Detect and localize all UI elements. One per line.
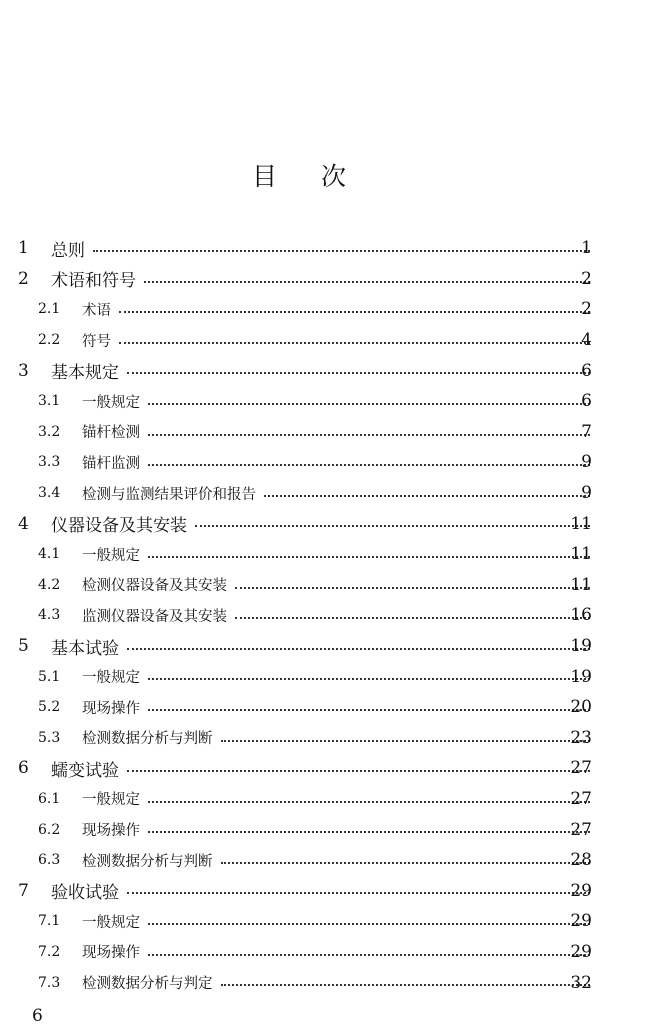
toc-leader-dots	[127, 892, 590, 894]
toc-entry-label: 一般规定	[82, 670, 140, 687]
toc-entry-number: 3.4	[38, 485, 61, 502]
toc-entry-number: 7.1	[38, 913, 61, 930]
toc-entry-page: 1	[581, 238, 592, 259]
toc-entry-number: 6.3	[38, 852, 61, 869]
toc-entry-page: 20	[570, 697, 592, 718]
title-char-1: 目	[252, 162, 278, 191]
toc-entry-number: 1	[18, 238, 29, 259]
toc-entry-number: 5.3	[38, 729, 61, 746]
toc-leader-dots	[221, 862, 591, 864]
toc-entry-label: 基本规定	[51, 363, 119, 384]
toc-entry-label: 锚杆检测	[82, 425, 140, 442]
toc-entry-label: 仪器设备及其安装	[51, 516, 187, 537]
toc-entry-label: 基本试验	[51, 638, 119, 659]
toc-entry[interactable]	[0, 386, 664, 417]
footer-page-number: 6	[32, 1006, 43, 1026]
toc-entry-label: 术语和符号	[51, 271, 136, 292]
toc-entry[interactable]	[0, 233, 664, 264]
toc-entry-page: 6	[581, 360, 592, 381]
toc-leader-dots	[264, 495, 590, 497]
toc-entry-number: 4	[18, 513, 29, 534]
toc-leader-dots	[127, 770, 590, 772]
toc-entry-number: 5	[18, 636, 29, 657]
toc-leader-dots	[235, 617, 590, 619]
toc-leader-dots	[144, 281, 590, 283]
toc-entry-page: 11	[570, 544, 592, 565]
toc-entry-label: 检测仪器设备及其安装	[82, 578, 227, 595]
toc-entry-page: 19	[570, 666, 592, 687]
toc-entry-number: 6	[18, 758, 29, 779]
toc-entry-label: 现场操作	[82, 945, 140, 962]
toc-entry-page: 19	[570, 636, 592, 657]
toc-entry-number: 4.1	[38, 546, 61, 563]
toc-entry[interactable]	[0, 906, 664, 937]
toc-entry[interactable]	[0, 692, 664, 723]
toc-entry-label: 一般规定	[82, 914, 140, 931]
toc-leader-dots	[148, 403, 590, 405]
toc-entry-number: 2	[18, 268, 29, 289]
toc-leader-dots	[148, 801, 590, 803]
page-title	[252, 157, 346, 193]
toc-entry[interactable]	[0, 294, 664, 325]
toc-entry-label: 检测数据分析与判断	[82, 731, 213, 748]
toc-entry-label: 检测数据分析与判定	[82, 976, 213, 993]
toc-entry-label: 监测仪器设备及其安装	[82, 608, 227, 625]
toc-leader-dots	[119, 311, 590, 313]
toc-entry-number: 4.2	[38, 576, 61, 593]
toc-leader-dots	[148, 556, 590, 558]
toc-entry-number: 6.2	[38, 821, 61, 838]
toc-entry-label: 检测与监测结果评价和报告	[82, 486, 256, 503]
toc-entry-number: 7	[18, 880, 29, 901]
toc-entry-page: 23	[570, 727, 592, 748]
toc-entry[interactable]	[0, 814, 664, 845]
toc-leader-dots	[119, 342, 590, 344]
toc-entry-label: 术语	[82, 302, 111, 319]
toc-entry-page: 32	[570, 972, 592, 993]
toc-entry[interactable]	[0, 600, 664, 631]
toc-entry[interactable]	[0, 723, 664, 754]
toc-entry-page: 29	[570, 911, 592, 932]
toc-leader-dots	[148, 709, 590, 711]
toc-entry[interactable]	[0, 661, 664, 692]
toc-entry-label: 符号	[82, 333, 111, 350]
toc-entry[interactable]	[0, 539, 664, 570]
toc-entry-label: 一般规定	[82, 394, 140, 411]
toc-entry-page: 11	[570, 574, 592, 595]
title-char-2: 次	[321, 162, 347, 191]
toc-entry-number: 4.3	[38, 607, 61, 624]
toc-leader-dots	[221, 740, 591, 742]
toc-entry-page: 16	[570, 605, 592, 626]
toc-entry[interactable]	[0, 784, 664, 815]
toc-entry-page: 27	[570, 819, 592, 840]
toc-entry-page: 27	[570, 758, 592, 779]
toc-entry[interactable]	[0, 967, 664, 998]
toc-entry[interactable]	[0, 570, 664, 601]
toc-entry[interactable]	[0, 325, 664, 356]
toc-entry-page: 28	[570, 850, 592, 871]
toc-entry-page: 27	[570, 788, 592, 809]
toc-entry[interactable]	[0, 447, 664, 478]
toc-leader-dots	[127, 372, 590, 374]
toc-entry[interactable]	[0, 508, 664, 539]
toc-entry-number: 5.2	[38, 699, 61, 716]
toc-entry-page: 2	[581, 268, 592, 289]
toc-entry-number: 3	[18, 360, 29, 381]
toc-entry-number: 3.3	[38, 454, 61, 471]
toc-entry-page: 29	[570, 880, 592, 901]
toc-entry-label: 蠕变试验	[51, 760, 119, 781]
toc-entry[interactable]	[0, 753, 664, 784]
toc-leader-dots	[148, 831, 590, 833]
toc-entry[interactable]	[0, 937, 664, 968]
toc-entry-label: 现场操作	[82, 700, 140, 717]
toc-entry-number: 3.1	[38, 393, 61, 410]
toc-entry-label: 验收试验	[51, 883, 119, 904]
toc-leader-dots	[221, 984, 591, 986]
toc-entry[interactable]	[0, 845, 664, 876]
toc-entry-page: 7	[581, 421, 592, 442]
toc-entry[interactable]	[0, 875, 664, 906]
toc-entry-number: 2.1	[38, 301, 61, 318]
toc-leader-dots	[127, 648, 590, 650]
toc-leader-dots	[148, 678, 590, 680]
toc-entry-page: 9	[581, 483, 592, 504]
toc-entry[interactable]	[0, 631, 664, 662]
toc-entry[interactable]	[0, 355, 664, 386]
toc-leader-dots	[235, 587, 590, 589]
toc-entry-label: 检测数据分析与判断	[82, 853, 213, 870]
toc-leader-dots	[148, 923, 590, 925]
toc-entry-page: 9	[581, 452, 592, 473]
toc-entry-label: 锚杆监测	[82, 455, 140, 472]
toc-leader-dots	[148, 464, 590, 466]
toc-entry-page: 29	[570, 941, 592, 962]
toc-entry-number: 7.2	[38, 943, 61, 960]
toc-entry[interactable]	[0, 478, 664, 509]
toc-leader-dots	[148, 434, 590, 436]
toc-entry-page: 11	[570, 513, 592, 534]
toc-entry-page: 2	[581, 299, 592, 320]
toc-entry-label: 一般规定	[82, 547, 140, 564]
toc-entry-number: 7.3	[38, 974, 61, 991]
toc-entry-page: 4	[581, 330, 592, 351]
toc-entry-label: 现场操作	[82, 823, 140, 840]
toc-entry-number: 6.1	[38, 790, 61, 807]
toc-leader-dots	[148, 954, 590, 956]
toc-entry-number: 3.2	[38, 423, 61, 440]
toc-leader-dots	[195, 525, 590, 527]
toc-entry[interactable]	[0, 264, 664, 295]
toc-entry-label: 总则	[51, 240, 85, 261]
toc-leader-dots	[93, 250, 590, 252]
table-of-contents	[0, 233, 664, 998]
toc-entry-label: 一般规定	[82, 792, 140, 809]
toc-entry-number: 5.1	[38, 668, 61, 685]
toc-entry-number: 2.2	[38, 332, 61, 349]
toc-entry[interactable]	[0, 417, 664, 448]
toc-entry-page: 6	[581, 391, 592, 412]
